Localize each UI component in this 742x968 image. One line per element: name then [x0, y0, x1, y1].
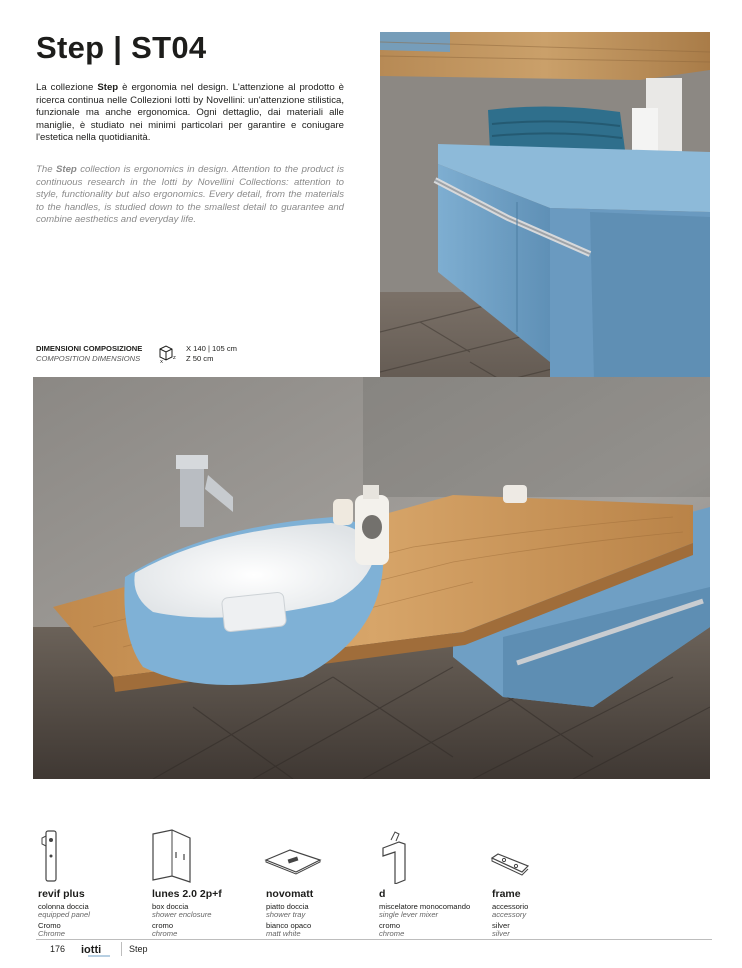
composition-dimensions-label: [36, 344, 142, 364]
dimension-z-value: Z 50 cm: [186, 354, 214, 363]
dimension-x-value: X 140 | 105 cm: [186, 344, 237, 353]
product-finish-en: chrome: [379, 929, 405, 938]
footer-separator: [121, 942, 122, 956]
intro-text-english: The Step collection is ergonomics in design. Attention to the product is continuous research in the Iotti by Novellini Collections: attention to style, functionality but also ergonomics. Every detail, from the materials to the handles, is studied down to the smallest detail to guarantee and combine aesthetics and everyday life.: [36, 164, 344, 226]
footer-divider: [36, 939, 712, 940]
product-type-en: equipped panel: [38, 910, 90, 919]
dimension-axis-z: Z: [173, 355, 176, 360]
dimension-values: [186, 344, 237, 364]
product-type-it: colonna doccia: [38, 902, 89, 911]
dimension-axis-x: X: [160, 359, 164, 363]
intro-text-italian: La collezione Step è ergonomia nel design. L'attenzione al prodotto è ricerca continua nelle Collezioni Iotti by Novellini: un'attenzione stilistica, funzionale ma anche ergonomica. Ogni dettaglio, dai materiali alle maniglie, è studiato nei minimi particolari per garantire e coniugare l'estetica nella quotidianità.: [36, 82, 344, 144]
dimensions-label-it: DIMENSIONI COMPOSIZIONE: [36, 344, 143, 353]
product-type-en: accessory: [492, 910, 527, 919]
shower-tray-icon: [264, 828, 334, 884]
svg-text:iotti: iotti: [81, 944, 102, 956]
washbasin-composition-photo: [33, 377, 710, 779]
product-finish-en: chrome: [152, 929, 178, 938]
product-finish-it: Cromo: [38, 921, 61, 930]
product-type-it: accessorio: [492, 902, 529, 911]
product-name: d: [379, 888, 386, 900]
accessory-icon: [490, 828, 560, 884]
product-name: revif plus: [38, 888, 85, 900]
page-title: Step | ST04: [36, 30, 207, 65]
mixer-tap-icon: [377, 828, 447, 884]
product-type-en: single lever mixer: [379, 910, 439, 919]
product-name: frame: [492, 888, 521, 900]
product-type-en: shower tray: [266, 910, 306, 919]
product-finish-it: cromo: [152, 921, 174, 930]
dimensions-label-en: COMPOSITION DIMENSIONS: [36, 354, 141, 363]
product-finish-en: silver: [492, 929, 510, 938]
product-type-it: piatto doccia: [266, 902, 309, 911]
product-finish-en: Chrome: [38, 929, 66, 938]
page-number: 176: [50, 944, 66, 954]
product-type-en: shower enclosure: [152, 910, 212, 919]
footer-section-label: Step: [129, 944, 148, 954]
product-finish-en: matt white: [266, 929, 301, 938]
product-name: novomatt: [266, 888, 314, 900]
shower-enclosure-icon: [150, 828, 220, 884]
dimensions-cube-icon: [157, 343, 177, 363]
product-finish-it: silver: [492, 921, 510, 930]
product-finish-it: bianco opaco: [266, 921, 312, 930]
product-name: lunes 2.0 2p+f: [152, 888, 222, 900]
shower-panel-icon: [36, 828, 106, 884]
product-finish-it: cromo: [379, 921, 401, 930]
washbasin-composition-illustration: [33, 377, 710, 779]
iotti-logo: [80, 941, 114, 959]
product-type-it: miscelatore monocomando: [379, 902, 471, 911]
product-type-it: box doccia: [152, 902, 189, 911]
